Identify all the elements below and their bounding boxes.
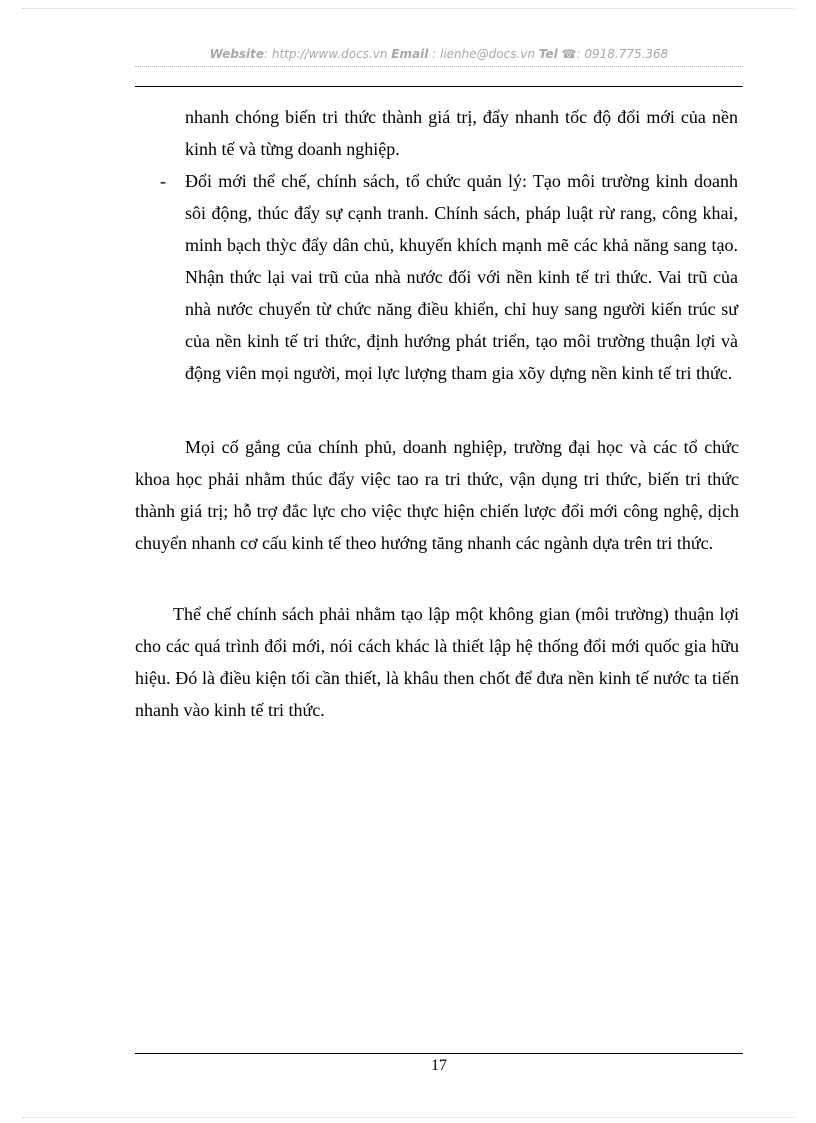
- paragraph-1: Mọi cố gắng của chính phủ, doanh nghiệp, trường đại học và các tổ chức khoa học phải nhằm thúc đẩy việc tao ra tri thức, vận dụng tri thức, biến tri thức thành giá trị; hỗ trợ đắc lực cho việc thực hiện chiến lược đổi mới công nghệ, dịch chuyển nhanh cơ cấu kinh tế theo hướng tăng nhanh các ngành dựa trên tri thức.: [135, 437, 739, 553]
- page-header: [135, 47, 743, 61]
- phone-icon: ☎: [561, 47, 577, 61]
- header-dotted-rule: [135, 66, 743, 67]
- continuation-paragraph: nhanh chóng biến tri thức thành giá trị, đẩy nhanh tốc độ đổi mới của nền kinh tế và từng doanh nghiệp.: [185, 107, 738, 159]
- email-value: : lienhe@docs.vn: [432, 47, 535, 61]
- tel-value: : 0918.775.368: [576, 47, 669, 61]
- header-rule: [135, 86, 743, 87]
- page-edge-top: [22, 8, 794, 9]
- bullet-paragraph: Đổi mới thể chế, chính sách, tổ chức quản lý: Tạo môi trường kinh doanh sôi động, thúc đẩy sự cạnh tranh. Chính sách, pháp luật rừ rang, công khai, minh bạch thỳc đẩy dân chủ, khuyến khích mạnh mẽ các khả năng sang tạo. Nhận thức lại vai trũ của nhà nước đối với nền kinh tế tri thức. Vai trũ của nhà nước chuyển từ chức năng điều khiển, chỉ huy sang người kiến trúc sư của nền kinh tế tri thức, định hướng phát triển, tạo môi trường thuận lợi và động viên mọi người, mọi lực lượng tham gia xõy dựng nền kinh tế tri thức.: [185, 171, 738, 383]
- paragraph-2: Thể chế chính sách phải nhằm tạo lập một không gian (môi trường) thuận lợi cho các quá trình đổi mới, nói cách khác là thiết lập hệ thống đổi mới quốc gia hữu hiệu. Đó là điều kiện tối cần thiết, là khâu then chốt để đưa nền kinh tế nước ta tiến nhanh vào kinh tế tri thức.: [135, 604, 739, 720]
- website-value: : http://www.docs.vn: [264, 47, 388, 61]
- bullet-marker: -: [160, 171, 166, 191]
- tel-label: Tel: [538, 47, 558, 61]
- page-number: 17: [431, 1057, 447, 1074]
- email-label: Email: [391, 47, 429, 61]
- page-edge-bottom: [22, 1117, 794, 1118]
- footer-rule: [135, 1053, 743, 1054]
- website-label: Website: [209, 47, 264, 61]
